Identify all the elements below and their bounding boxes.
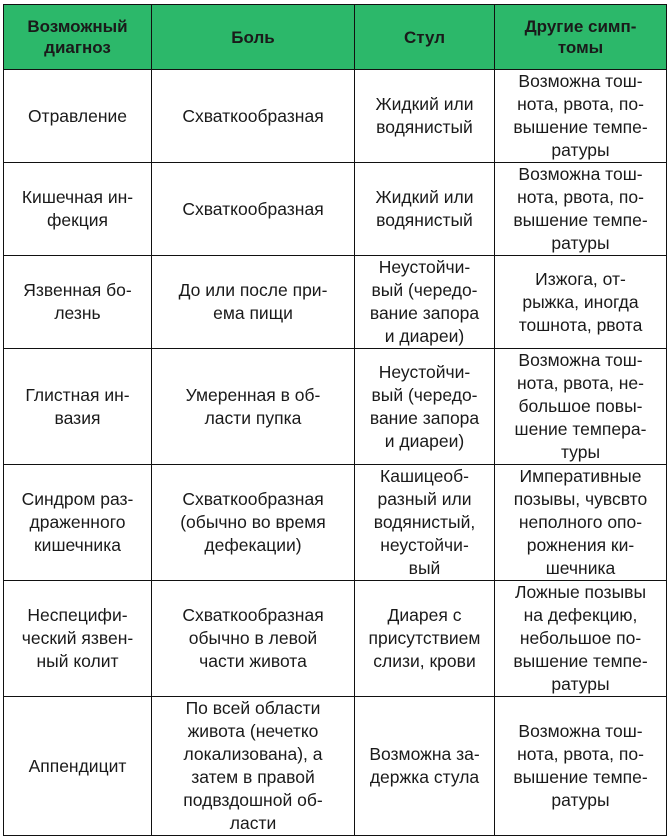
header-stool: Стул <box>355 5 495 70</box>
table-row <box>4 70 667 163</box>
cell-other-symptoms: Императивные позывы, чувсвто неполного опо- рожнения ки- шечника <box>495 465 667 581</box>
cell-diagnosis: Неспецифи- ческий язвен- ный колит <box>4 581 152 697</box>
cell-stool: Неустойчи- вый (чередо- вание запора и диареи) <box>355 256 495 349</box>
header-diagnosis: Возможный диагноз <box>4 5 152 70</box>
cell-diagnosis: Кишечная ин- фекция <box>4 163 152 256</box>
cell-diagnosis: Аппендицит <box>4 697 152 836</box>
cell-pain: До или после при- ема пищи <box>152 256 355 349</box>
header-pain: Боль <box>152 5 355 70</box>
cell-other-symptoms: Возможна тош- нота, рвота, по- вышение темпе- ратуры <box>495 70 667 163</box>
cell-pain: Схваткообразная обычно в левой части живота <box>152 581 355 697</box>
cell-other-symptoms: Изжога, от- рыжка, иногда тошнота, рвота <box>495 256 667 349</box>
cell-stool: Жидкий или водянистый <box>355 163 495 256</box>
cell-stool: Жидкий или водянистый <box>355 70 495 163</box>
cell-pain: По всей области живота (нечетко локализована), а затем в правой подвздошной об- ласти <box>152 697 355 836</box>
table-row <box>4 697 667 836</box>
header-other-symptoms: Другие симп- томы <box>495 5 667 70</box>
cell-pain: Схваткообразная <box>152 163 355 256</box>
cell-pain: Схваткообразная (обычно во время дефекации) <box>152 465 355 581</box>
cell-diagnosis: Синдром раз- драженного кишечника <box>4 465 152 581</box>
cell-pain: Умеренная в об- ласти пупка <box>152 349 355 465</box>
cell-stool: Кашицеоб- разный или водянистый, неустойчи- вый <box>355 465 495 581</box>
cell-diagnosis: Глистная ин- вазия <box>4 349 152 465</box>
cell-other-symptoms: Возможна тош- нота, рвота, не- большое повы- шение темпера- туры <box>495 349 667 465</box>
cell-diagnosis: Язвенная бо- лезнь <box>4 256 152 349</box>
table-row <box>4 581 667 697</box>
diagnosis-table-container <box>3 4 666 836</box>
table-row <box>4 465 667 581</box>
cell-stool: Неустойчи- вый (чередо- вание запора и диареи) <box>355 349 495 465</box>
cell-pain: Схваткообразная <box>152 70 355 163</box>
diagnosis-table <box>3 4 667 836</box>
cell-other-symptoms: Ложные позывы на дефекцию, небольшое по- вышение темпе- ратуры <box>495 581 667 697</box>
cell-stool: Диарея с присутствием слизи, крови <box>355 581 495 697</box>
cell-diagnosis: Отравление <box>4 70 152 163</box>
table-header-row <box>4 5 667 70</box>
cell-other-symptoms: Возможна тош- нота, рвота, по- вышение темпе- ратуры <box>495 697 667 836</box>
table-row <box>4 256 667 349</box>
table-row <box>4 349 667 465</box>
table-row <box>4 163 667 256</box>
cell-stool: Возможна за- держка стула <box>355 697 495 836</box>
cell-other-symptoms: Возможна тош- нота, рвота, по- вышение темпе- ратуры <box>495 163 667 256</box>
